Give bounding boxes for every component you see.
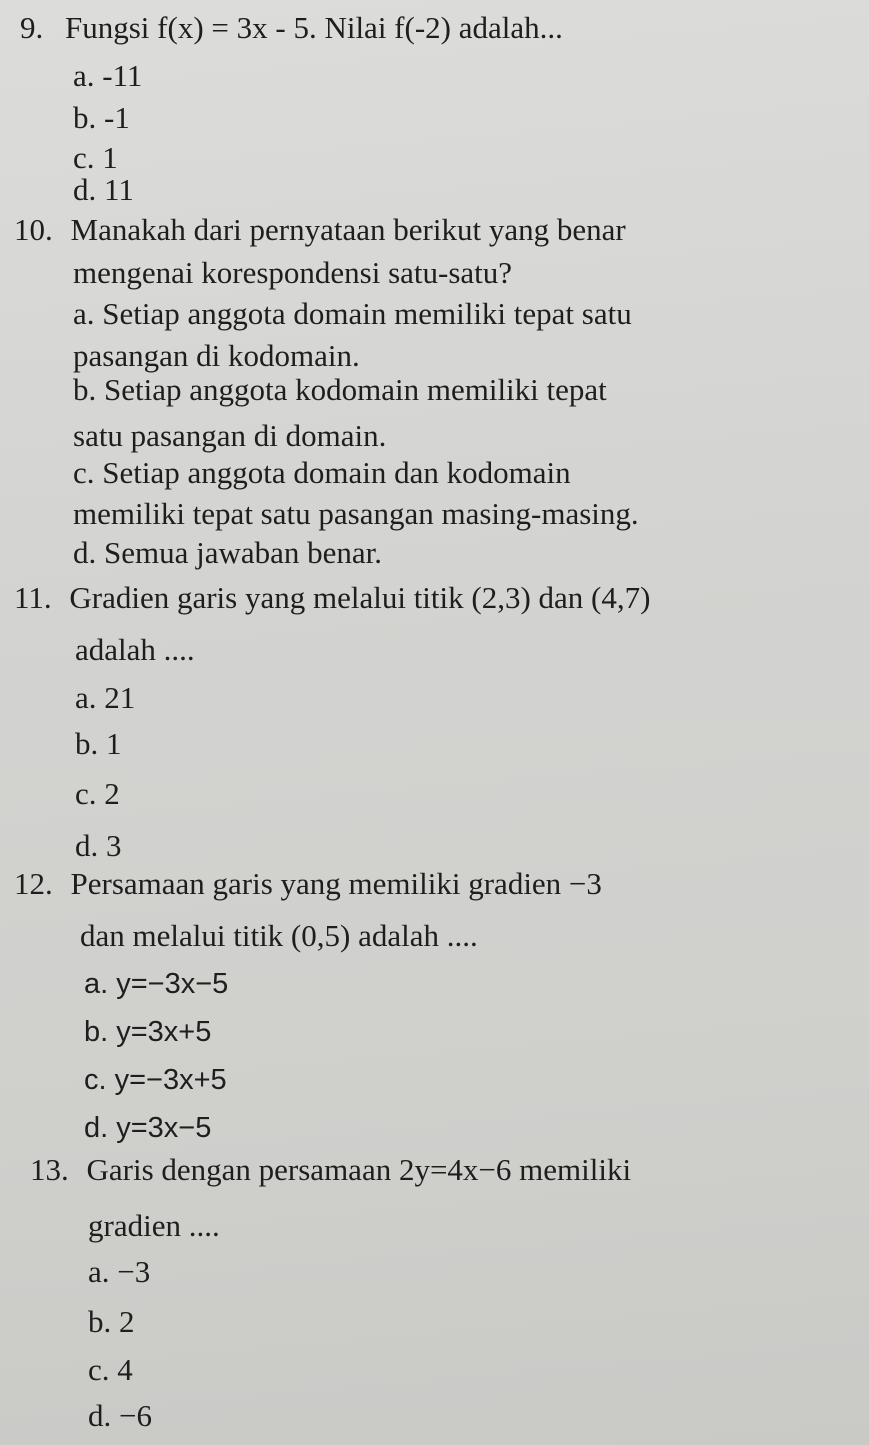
- q12-stem: [14, 866, 602, 902]
- q11-stem-line-2: adalah ....: [75, 632, 195, 667]
- q10-option-d: d. Semua jawaban benar.: [73, 535, 383, 570]
- q13-number: 13.: [30, 1152, 69, 1187]
- q12-option-b: b. y=3x+5: [84, 1016, 212, 1048]
- q12-stem-line-1: Persamaan garis yang memiliki gradien −3: [70, 866, 602, 901]
- q9-option-c: c. 1: [73, 140, 118, 175]
- q13-stem-line-2: gradien ....: [88, 1208, 220, 1243]
- q10-option-b: b. Setiap anggota kodomain memiliki tepat: [73, 372, 607, 407]
- q9-stem-line-1: Fungsi f(x) = 3x - 5. Nilai f(-2) adalah...: [65, 10, 563, 45]
- q10-number: 10.: [14, 212, 53, 247]
- q13-stem: [30, 1152, 631, 1188]
- q9-option-b: b. -1: [73, 100, 130, 135]
- q13-option-a: a. −3: [88, 1254, 151, 1289]
- q13-option-d: d. −6: [88, 1398, 152, 1433]
- q12-stem-line-2: dan melalui titik (0,5) adalah ....: [80, 918, 478, 953]
- q10-option-c: c. Setiap anggota domain dan kodomain: [73, 455, 571, 490]
- q10-option-a-cont: pasangan di kodomain.: [73, 338, 360, 373]
- q10-stem: [14, 212, 626, 248]
- q11-number: 11.: [14, 580, 52, 615]
- q11-option-b: b. 1: [75, 726, 122, 761]
- q9-option-d: d. 11: [73, 172, 134, 207]
- q11-option-d: d. 3: [75, 828, 122, 863]
- q11-stem-line-1: Gradien garis yang melalui titik (2,3) dan (4,7): [69, 580, 651, 615]
- q9-option-a: a. -11: [73, 58, 143, 93]
- q12-option-d: d. y=3x−5: [84, 1112, 212, 1144]
- q10-stem-line-1: Manakah dari pernyataan berikut yang benar: [70, 212, 626, 247]
- q11-option-c: c. 2: [75, 776, 120, 811]
- q9-number: 9.: [20, 10, 44, 45]
- q10-stem-line-2: mengenai korespondensi satu-satu?: [73, 255, 513, 290]
- q13-option-c: c. 4: [88, 1352, 133, 1387]
- q12-number: 12.: [14, 866, 53, 901]
- q11-stem: [14, 580, 650, 616]
- q9-stem: [20, 10, 563, 46]
- q13-option-b: b. 2: [88, 1304, 135, 1339]
- q13-stem-line-1: Garis dengan persamaan 2y=4x−6 memiliki: [86, 1152, 632, 1187]
- q12-option-c: c. y=−3x+5: [84, 1064, 227, 1096]
- q10-option-c-cont: memiliki tepat satu pasangan masing-masing.: [73, 496, 639, 531]
- q12-option-a: a. y=−3x−5: [84, 968, 229, 1000]
- q11-option-a: a. 21: [75, 680, 136, 715]
- q10-option-b-cont: satu pasangan di domain.: [73, 418, 387, 453]
- q10-option-a: a. Setiap anggota domain memiliki tepat satu: [73, 296, 632, 331]
